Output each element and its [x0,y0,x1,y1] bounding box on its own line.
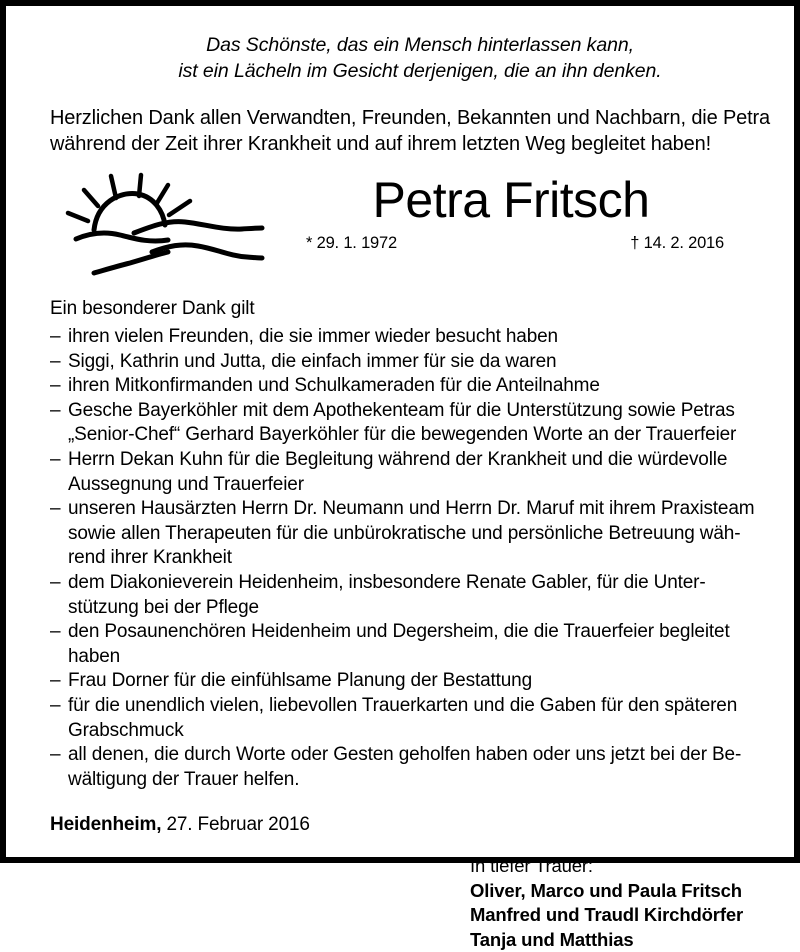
epigraph-line-2: ist ein Lächeln im Gesicht derjenigen, die an ihn denken. [178,60,662,82]
thanks-item-line: wältigung der Trauer helfen. [68,768,300,790]
place-name: Heidenheim, [50,814,162,836]
thanks-item-text [68,399,750,448]
list-dash-marker: – [50,375,61,397]
mourners-lead: In tiefer Trauer: [470,855,593,877]
thanks-item [50,669,750,694]
thanks-item [50,497,755,571]
thanks-item-line: ihren Mitkonfirmanden und Schulkameraden für die Anteilnahme [68,375,600,397]
list-dash-marker: – [50,350,61,372]
thanks-list [50,325,755,792]
thanks-item-text [68,497,755,571]
intro-line-1: Herzlichen Dank allen Verwandten, Freunden, Bekannten und Nachbarn, die Petra [50,107,771,129]
list-dash-marker: – [50,694,61,716]
thanks-item-text [68,743,750,792]
list-dash-marker: – [50,621,61,643]
thanks-item-line: unseren Hausärzten Herrn Dr. Neumann und Herrn Dr. Maruf mit ihrem Praxisteam [68,498,755,520]
thanks-item-line: dem Diakonieverein Heidenheim, insbesondere Renate Gabler, für die Unter- [68,571,706,593]
mourners-names [470,879,750,952]
thanks-item-text [68,694,750,743]
thanks-item-text [68,350,750,375]
thanks-item-line: Grabschmuck [68,719,184,741]
list-dash-marker: – [50,498,61,520]
thanks-item [50,620,750,669]
thanks-item [50,350,750,375]
list-dash-marker: – [50,571,61,593]
rising-sun-over-hills-icon [64,173,269,281]
name-column [298,171,750,254]
thanks-item [50,571,750,620]
mourner-name: Tanja und Matthias [470,928,634,950]
notice-content [6,6,794,950]
thanks-item-line: „Senior-Chef“ Gerhard Bayerköhler für die bewegenden Worte an der Trauerfeier [68,424,737,446]
thanks-item-line: Siggi, Kathrin und Jutta, die einfach immer für sie da waren [68,350,557,372]
thanks-item-line: ihren vielen Freunden, die sie immer wieder besucht haben [68,326,558,347]
intro-paragraph [50,105,771,157]
place-and-date [50,812,750,837]
notice-date: 27. Februar 2016 [166,814,310,836]
epigraph-line-1: Das Schönste, das ein Mensch hinterlassen kann, [206,34,634,56]
thanks-item [50,325,750,350]
thanks-item-line: sowie allen Therapeuten für die unbürokratische und persönliche Betreuung wäh- [68,522,741,544]
list-dash-marker: – [50,326,61,347]
thanks-item-text [68,571,750,620]
mourner-name: Oliver, Marco und Paula Fritsch [470,879,742,901]
list-dash-marker: – [50,744,61,766]
thanks-item [50,743,750,792]
thanks-item [50,374,750,399]
thanks-item-line: Gesche Bayerköhler mit dem Apothekenteam für die Unterstützung sowie Petras [68,399,735,421]
list-dash-marker: – [50,448,61,470]
thanks-item-text [68,620,750,669]
thanks-item-line: für die unendlich vielen, liebevollen Trauerkarten und die Gaben für den späteren [68,694,738,716]
thanks-item [50,448,750,497]
thanks-item-line: den Posaunenchören Heidenheim und Degersheim, die die Trauerfeier begleitet [68,621,730,643]
birth-date: * 29. 1. 1972 [306,234,397,252]
thanks-item [50,399,750,448]
epigraph [50,32,750,84]
thanks-item-line: haben [68,645,121,667]
thanks-item-line: stützung bei der Pflege [68,596,259,618]
thanks-item-line: Aussegnung und Trauerfeier [68,473,304,495]
memorial-block [50,171,750,283]
thanks-item-line: rend ihrer Krankheit [68,547,232,569]
thanks-item-text [68,669,750,694]
mourners-block [50,854,750,952]
thanks-item-text [68,374,750,399]
thanks-item-text [68,325,750,350]
thanks-item-line: Herrn Dekan Kuhn für die Begleitung während der Krankheit und die würdevolle [68,448,728,470]
thanks-item [50,694,750,743]
thanks-item-text [68,448,750,497]
death-date: † 14. 2. 2016 [630,234,724,252]
mourner-name: Manfred und Traudl Kirchdörfer [470,904,744,926]
deceased-name: Petra Fritsch [372,172,650,228]
intro-line-2: während der Zeit ihrer Krankheit und auf ihrem letzten Weg begleitet haben! [50,133,711,155]
life-dates [298,232,750,254]
thanks-item-line: all denen, die durch Worte oder Gesten geholfen haben oder uns jetzt bei der Be- [68,744,742,766]
list-dash-marker: – [50,670,61,692]
thanks-item-line: Frau Dorner für die einfühlsame Planung der Bestattung [68,670,533,692]
thanks-lead: Ein besonderer Dank gilt [50,298,255,319]
list-dash-marker: – [50,399,61,421]
